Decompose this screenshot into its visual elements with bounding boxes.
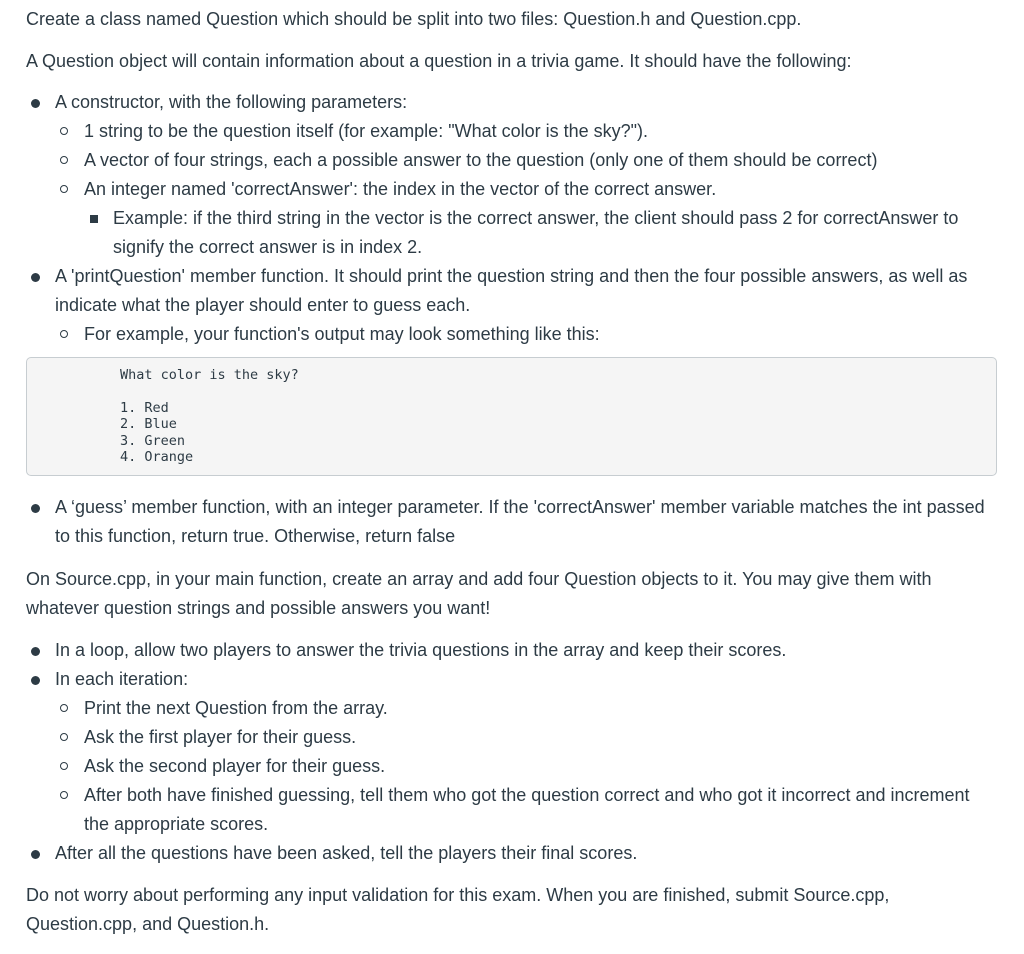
source-intro: On Source.cpp, in your main function, create an array and add four Question objects to it. You may give them with whatever question strings and possible answers you want!: [26, 568, 932, 618]
guess-function-label: A ‘guess’ member function, with an integer parameter. If the 'correctAnswer' member variable matches the int passed to this function, return true. Otherwise, return false: [55, 496, 985, 546]
guess-list: [26, 493, 998, 551]
list-item: [55, 320, 998, 349]
iteration-step: After both have finished guessing, tell them who got the question correct and who got it incorrect and increment the appropriate scores.: [84, 784, 970, 834]
iteration-step: Print the next Question from the array.: [84, 697, 388, 718]
list-item: [84, 204, 998, 262]
constructor-label: A constructor, with the following parameters:: [55, 92, 408, 112]
code-answer-line: 4. Orange: [120, 449, 194, 465]
list-item: [26, 665, 998, 839]
list-item: [55, 117, 998, 146]
iteration-label: In each iteration:: [55, 668, 189, 689]
intro-line-2: A Question object will contain information about a question in a trivia game. It should have the following:: [26, 51, 852, 71]
source-steps-list: [26, 636, 998, 868]
list-item: [55, 175, 998, 262]
constructor-params-list: [55, 117, 998, 262]
code-sample: [26, 357, 997, 476]
print-question-example-intro: For example, your function's output may look something like this:: [84, 324, 600, 344]
example-list: [84, 204, 998, 262]
code-question-line: What color is the sky?: [120, 367, 299, 383]
closing-paragraph: Do not worry about performing any input validation for this exam. When you are finished, submit Source.cpp, Question.cpp, and Question.h.: [26, 884, 890, 934]
final-scores-instruction: After all the questions have been asked, tell the players their final scores.: [55, 842, 638, 863]
print-question-sub-list: [55, 320, 998, 349]
intro-line-1: Create a class named Question which should be split into two files: Question.h and Question.cpp.: [26, 9, 802, 29]
print-question-label: A 'printQuestion' member function. It should print the question string and then the four possible answers, as well as indicate what the player should enter to guess each.: [55, 266, 968, 315]
list-item: [55, 694, 998, 723]
loop-instruction: In a loop, allow two players to answer the trivia questions in the array and keep their scores.: [55, 639, 787, 660]
list-item: [55, 752, 998, 781]
list-item: [26, 262, 998, 349]
code-answer-line: 3. Green: [120, 432, 186, 449]
iteration-step: Ask the first player for their guess.: [84, 726, 357, 747]
iteration-step: Ask the second player for their guess.: [84, 755, 386, 776]
list-item: [26, 493, 998, 551]
requirements-list: [26, 88, 998, 349]
param-question-string: 1 string to be the question itself (for example: "What color is the sky?").: [84, 121, 649, 141]
code-answer-line: 1. Red: [120, 399, 169, 416]
list-item: [26, 88, 998, 262]
param-answers-vector: A vector of four strings, each a possible answer to the question (only one of them should be correct): [84, 150, 878, 170]
iteration-steps-list: [55, 694, 998, 839]
list-item: [55, 781, 998, 839]
correct-answer-example: Example: if the third string in the vector is the correct answer, the client should pass 2 for correctAnswer to signify the correct answer is in index 2.: [113, 208, 959, 257]
list-item: [55, 146, 998, 175]
code-answer-line: 2. Blue: [120, 416, 177, 432]
list-item: [55, 723, 998, 752]
param-correct-answer: An integer named 'correctAnswer': the index in the vector of the correct answer.: [84, 179, 717, 199]
list-item: [26, 839, 998, 868]
list-item: [26, 636, 998, 665]
